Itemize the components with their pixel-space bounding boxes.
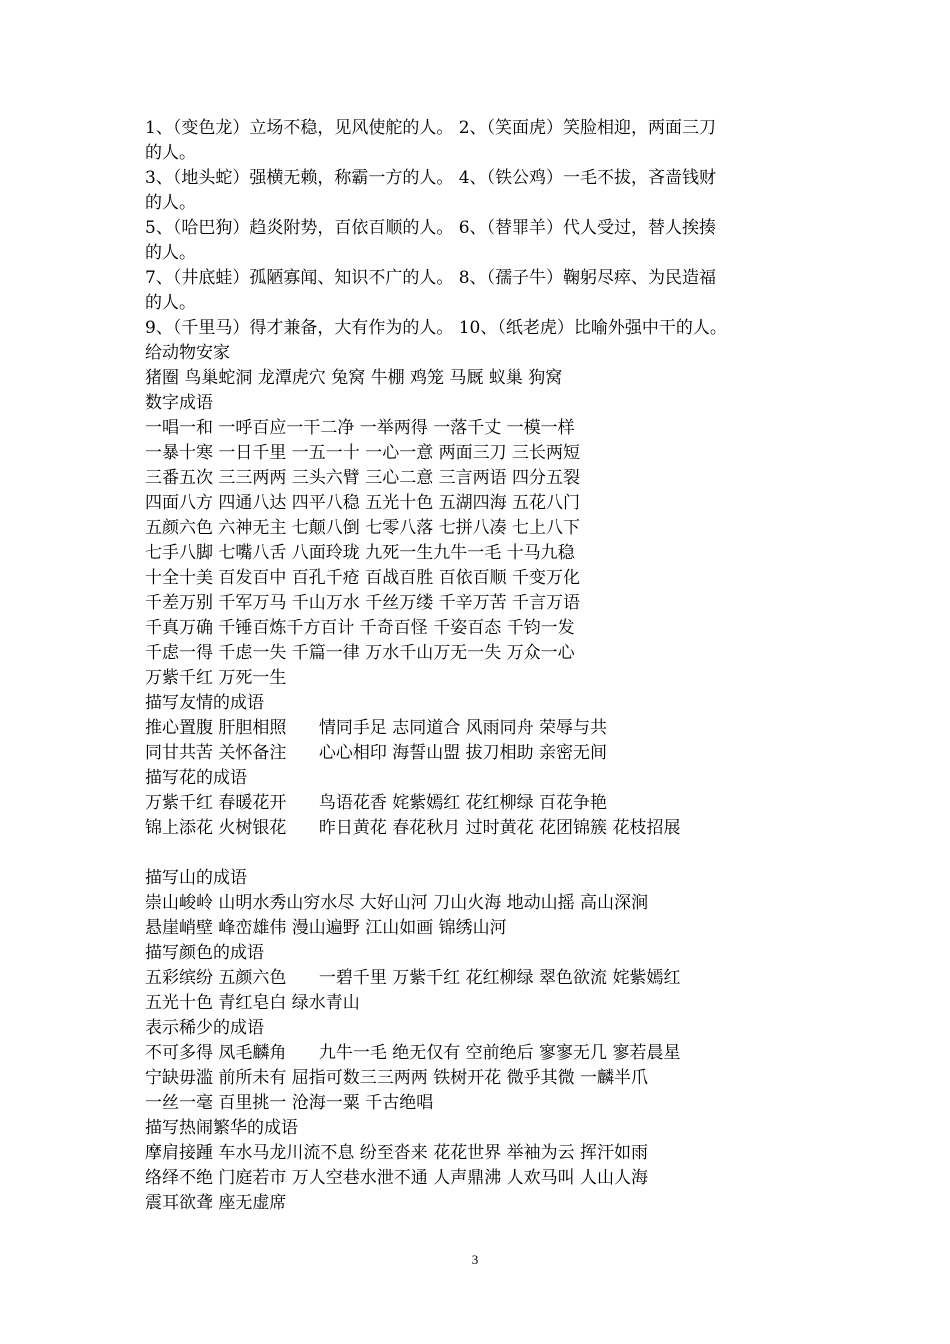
text-line: 悬崖峭壁 峰峦雄伟 漫山遍野 江山如画 锦绣山河 <box>145 918 507 938</box>
text-line: 络绎不绝 门庭若市 万人空巷水泄不通 人声鼎沸 人欢马叫 人山人海 <box>145 1168 649 1188</box>
document-body <box>145 116 825 1216</box>
text-line: 描写山的成语 <box>145 868 247 888</box>
text-line: 千虑一得 千虑一失 千篇一律 万水千山万无一失 万众一心 <box>145 643 575 663</box>
text-line: 的人。 <box>145 243 196 263</box>
text-line: 十全十美 百发百中 百孔千疮 百战百胜 百依百顺 千变万化 <box>145 568 581 588</box>
text-line: 一丝一毫 百里挑一 沧海一粟 千古绝唱 <box>145 1093 434 1113</box>
text-line: 的人。 <box>145 293 196 313</box>
text-line: 3、（地头蛇）强横无赖，称霸一方的人。 4、（铁公鸡）一毛不拔，吝啬钱财 <box>145 168 717 188</box>
text-line: 描写热闹繁华的成语 <box>145 1118 298 1138</box>
text-line: 五颜六色 六神无主 七颠八倒 七零八落 七拼八凑 七上八下 <box>145 518 581 538</box>
text-line: 万紫千红 春暖花开 鸟语花香 姹紫嫣红 花红柳绿 百花争艳 <box>145 793 608 813</box>
text-line: 四面八方 四通八达 四平八稳 五光十色 五湖四海 五花八门 <box>145 493 581 513</box>
text-line: 宁缺毋滥 前所未有 屈指可数三三两两 铁树开花 微乎其微 一麟半爪 <box>145 1068 649 1088</box>
text-line <box>145 841 825 866</box>
text-line: 9、（千里马）得才兼备，大有作为的人。 10、（纸老虎）比喻外强中干的人。 <box>145 318 727 338</box>
text-line: 给动物安家 <box>145 343 230 363</box>
text-line: 震耳欲聋 座无虚席 <box>145 1193 287 1213</box>
text-line: 5、（哈巴狗）趋炎附势，百依百顺的人。 6、（替罪羊）代人受过，替人挨揍 <box>145 218 717 238</box>
text-line: 锦上添花 火树银花 昨日黄花 春花秋月 过时黄花 花团锦簇 花枝招展 <box>145 818 681 838</box>
text-line: 崇山峻岭 山明水秀山穷水尽 大好山河 刀山火海 地动山摇 高山深涧 <box>145 893 649 913</box>
text-line: 描写花的成语 <box>145 768 247 788</box>
text-line: 千差万别 千军万马 千山万水 千丝万缕 千辛万苦 千言万语 <box>145 593 581 613</box>
text-line: 7、（井底蛙）孤陋寡闻、知识不广的人。 8、（孺子牛）鞠躬尽瘁、为民造福 <box>145 268 717 288</box>
text-line: 七手八脚 七嘴八舌 八面玲珑 九死一生九牛一毛 十马九稳 <box>145 543 575 563</box>
text-line: 五彩缤纷 五颜六色 一碧千里 万紫千红 花红柳绿 翠色欲流 姹紫嫣红 <box>145 968 681 988</box>
text-line: 千真万确 千锤百炼千方百计 千奇百怪 千姿百态 千钧一发 <box>145 618 575 638</box>
text-line: 的人。 <box>145 193 196 213</box>
page-number: 3 <box>471 1252 479 1267</box>
text-line: 摩肩接踵 车水马龙川流不息 纷至沓来 花花世界 举袖为云 挥汗如雨 <box>145 1143 649 1163</box>
text-line: 数字成语 <box>145 393 213 413</box>
text-line: 不可多得 凤毛麟角 九牛一毛 绝无仅有 空前绝后 寥寥无几 寥若晨星 <box>145 1043 681 1063</box>
text-line: 表示稀少的成语 <box>145 1018 264 1038</box>
text-line: 推心置腹 肝胆相照 情同手足 志同道合 风雨同舟 荣辱与共 <box>145 718 608 738</box>
text-line: 一唱一和 一呼百应一干二净 一举两得 一落千丈 一模一样 <box>145 418 575 438</box>
text-line: 的人。 <box>145 143 196 163</box>
text-line: 同甘共苦 关怀备注 心心相印 海誓山盟 拔刀相助 亲密无间 <box>145 743 608 763</box>
text-line: 一暴十寒 一日千里 一五一十 一心一意 两面三刀 三长两短 <box>145 443 581 463</box>
text-line: 三番五次 三三两两 三头六臂 三心二意 三言两语 四分五裂 <box>145 468 581 488</box>
text-line: 五光十色 青红皂白 绿水青山 <box>145 993 360 1013</box>
text-line: 1、（变色龙）立场不稳，见风使舵的人。 2、（笑面虎）笑脸相迎，两面三刀 <box>145 118 717 138</box>
text-line: 万紫千红 万死一生 <box>145 668 287 688</box>
text-line: 描写颜色的成语 <box>145 943 264 963</box>
text-line: 猪圈 鸟巢蛇洞 龙潭虎穴 兔窝 牛棚 鸡笼 马厩 蚁巢 狗窝 <box>145 368 563 388</box>
text-line: 描写友情的成语 <box>145 693 264 713</box>
